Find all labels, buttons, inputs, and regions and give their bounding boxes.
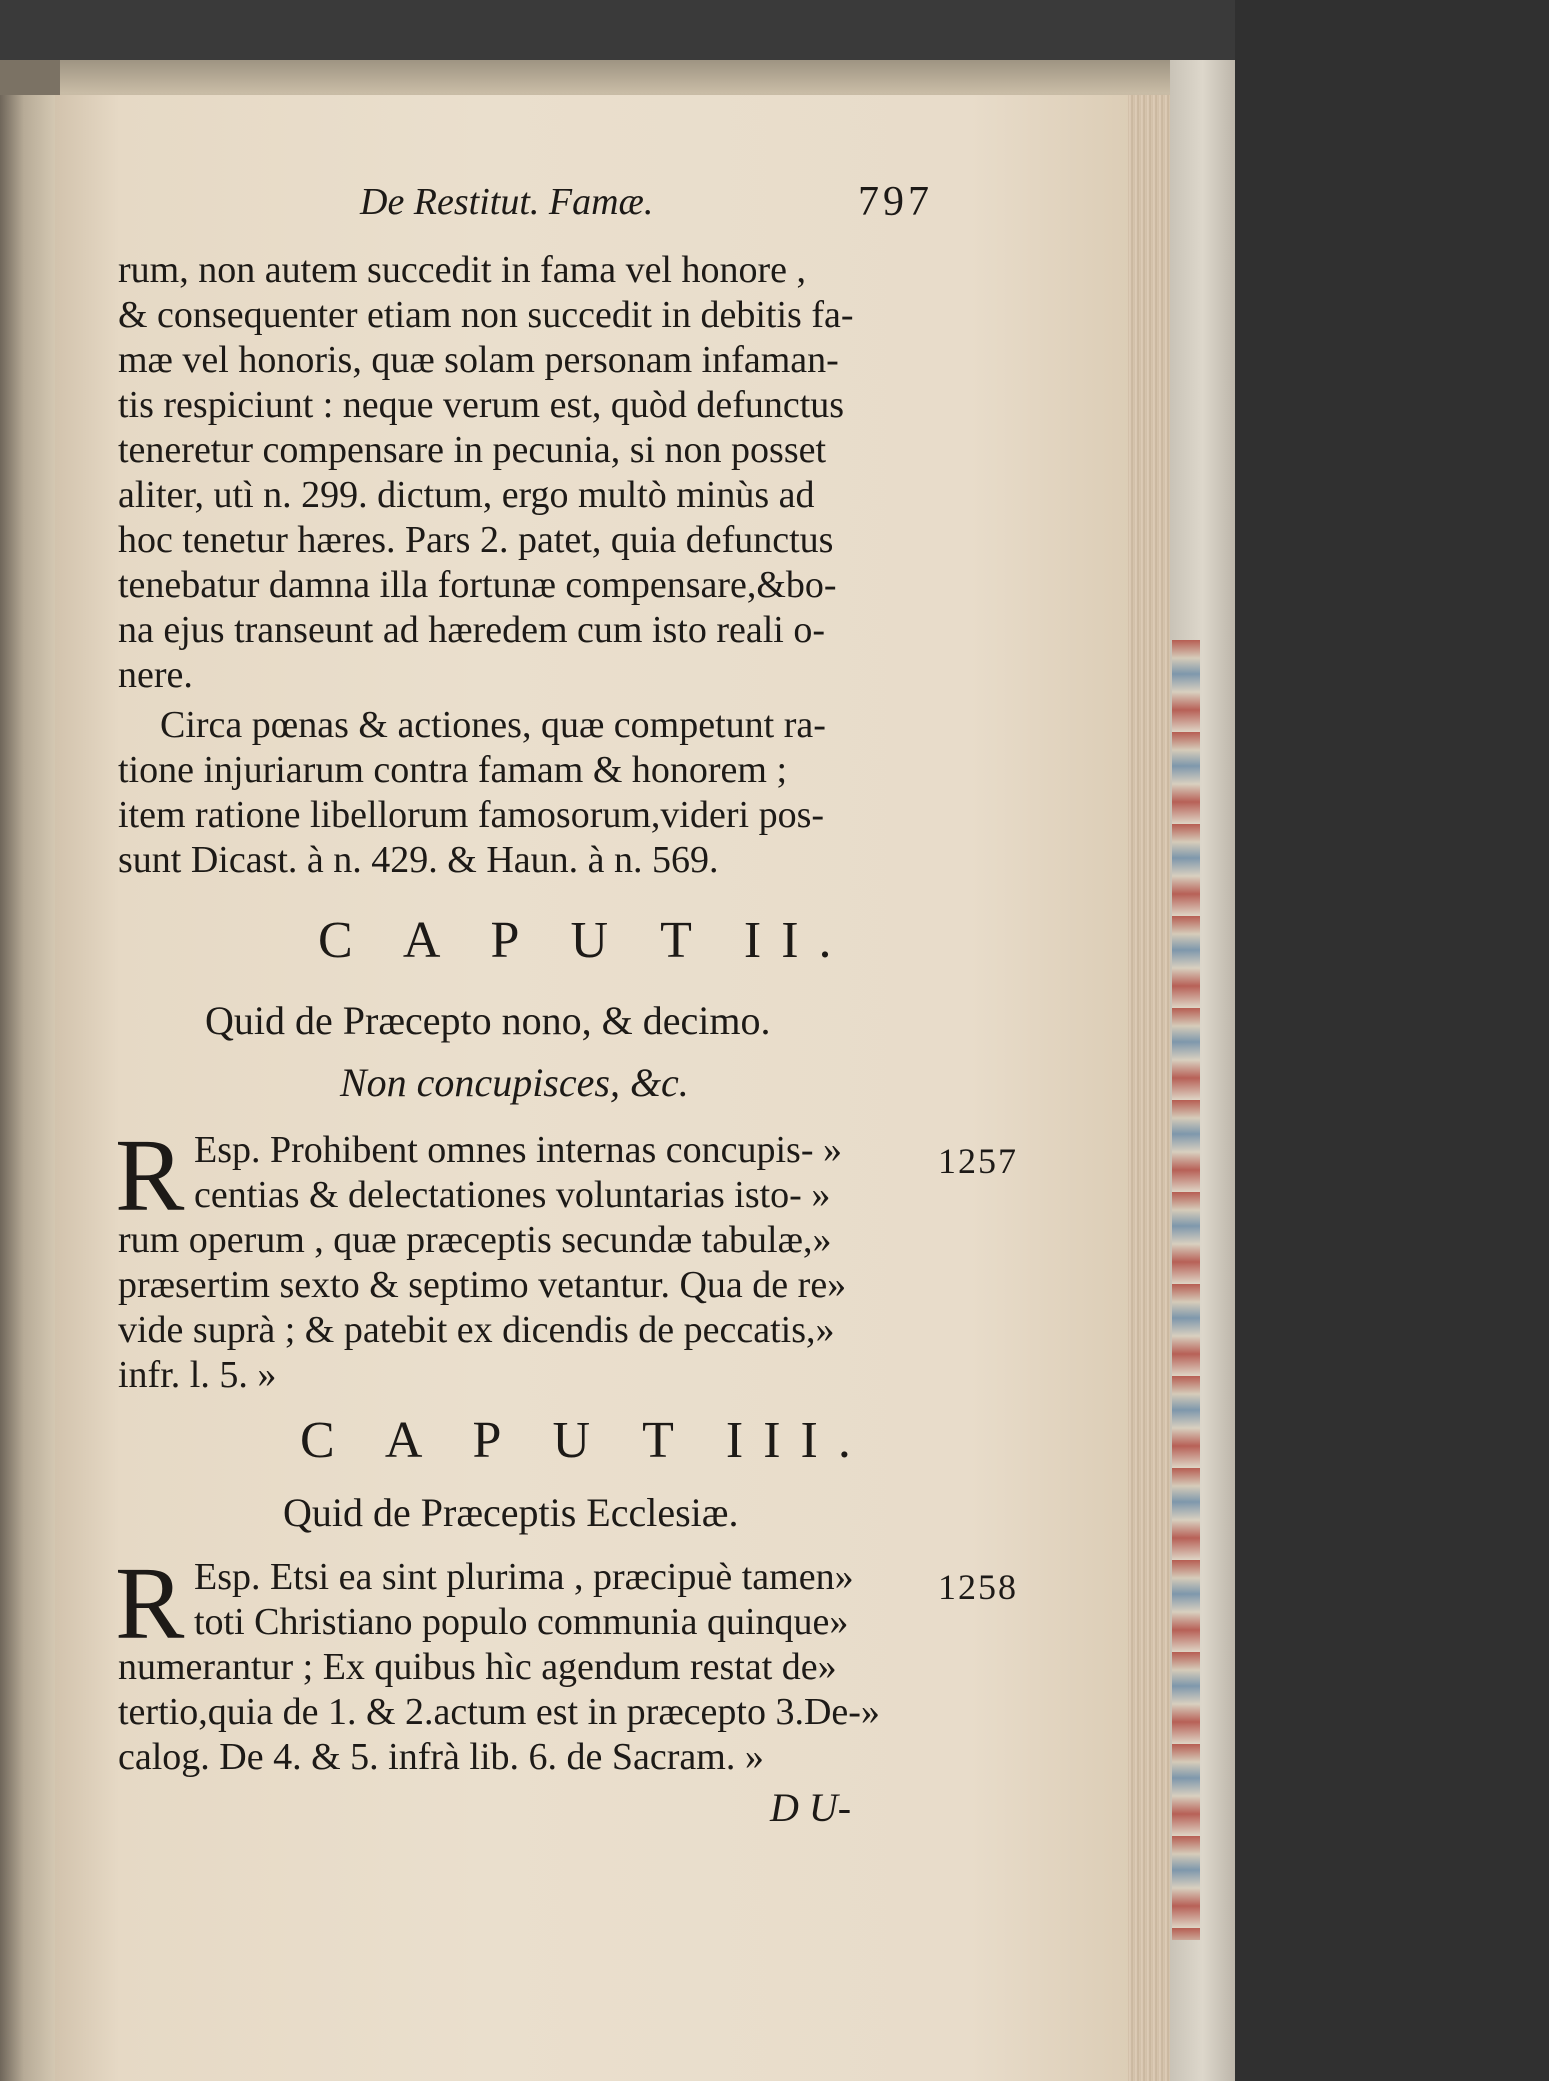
caput-3-heading: C A P U T III. [300, 1412, 871, 1469]
text-line: toti Christiano populo communia quinque» [194, 1601, 849, 1643]
caput-2-heading: C A P U T II. [318, 912, 852, 969]
drop-cap: R [115, 1546, 185, 1661]
text-line: præsertim sexto & septimo vetantur. Qua de re» [118, 1264, 847, 1306]
marbled-edge [1172, 640, 1200, 1940]
text-line: aliter, utì n. 299. dictum, ergo multò minùs ad [118, 474, 815, 516]
text-line: na ejus transeunt ad hæredem cum isto reali o- [118, 609, 826, 651]
text-line: tione injuriarum contra famam & honorem ; [118, 749, 788, 791]
text-line: & consequenter etiam non succedit in debitis fa- [118, 294, 854, 336]
text-line: item ratione libellorum famosorum,videri pos- [118, 794, 825, 836]
left-page-gutter [0, 95, 60, 2081]
text-line: mæ vel honoris, quæ solam personam infaman- [118, 339, 839, 381]
text-line: tertio,quia de 1. & 2.actum est in præcepto 3.De-» [118, 1691, 880, 1733]
margin-number: 1257 [938, 1141, 1018, 1181]
text-line: tis respiciunt : neque verum est, quòd defunctus [118, 384, 845, 426]
background [1235, 0, 1549, 2081]
text-line: Esp. Etsi ea sint plurima , præcipuè tamen» [194, 1556, 854, 1598]
text-line: centias & delectationes voluntarias isto- » [194, 1174, 831, 1216]
text-line: vide suprà ; & patebit ex dicendis de peccatis,» [118, 1309, 835, 1351]
text-line: numerantur ; Ex quibus hìc agendum restat de» [118, 1646, 837, 1688]
caput-2-subtitle: Quid de Præcepto nono, & decimo. [205, 998, 771, 1043]
text-line: rum, non autem succedit in fama vel honore , [118, 249, 807, 291]
running-head: De Restitut. Famæ. [360, 181, 654, 223]
text-line: infr. l. 5. » [118, 1354, 277, 1396]
text-line: rum operum , quæ præceptis secundæ tabulæ,» [118, 1219, 832, 1261]
drop-cap: R [115, 1118, 185, 1233]
text-line: sunt Dicast. à n. 429. & Haun. à n. 569. [118, 839, 719, 881]
text-line: Esp. Prohibent omnes internas concupis- » [194, 1129, 843, 1171]
text-line: tenebatur damna illa fortunæ compensare,&bo- [118, 564, 837, 606]
page-edges [1128, 95, 1173, 2081]
caput-2-subtitle-2: Non concupisces, &c. [340, 1060, 689, 1105]
text-line: nere. [118, 654, 193, 696]
text-line: calog. De 4. & 5. infrà lib. 6. de Sacram. » [118, 1736, 764, 1778]
text-line: teneretur compensare in pecunia, si non posset [118, 429, 827, 471]
text-line: hoc tenetur hæres. Pars 2. patet, quia defunctus [118, 519, 834, 561]
catchword: D U- [770, 1785, 852, 1830]
text-line: Circa pœnas & actiones, quæ competunt ra- [160, 704, 826, 746]
margin-number: 1258 [938, 1567, 1018, 1607]
caput-3-subtitle: Quid de Præceptis Ecclesiæ. [283, 1490, 739, 1535]
page-number: 797 [858, 179, 933, 225]
